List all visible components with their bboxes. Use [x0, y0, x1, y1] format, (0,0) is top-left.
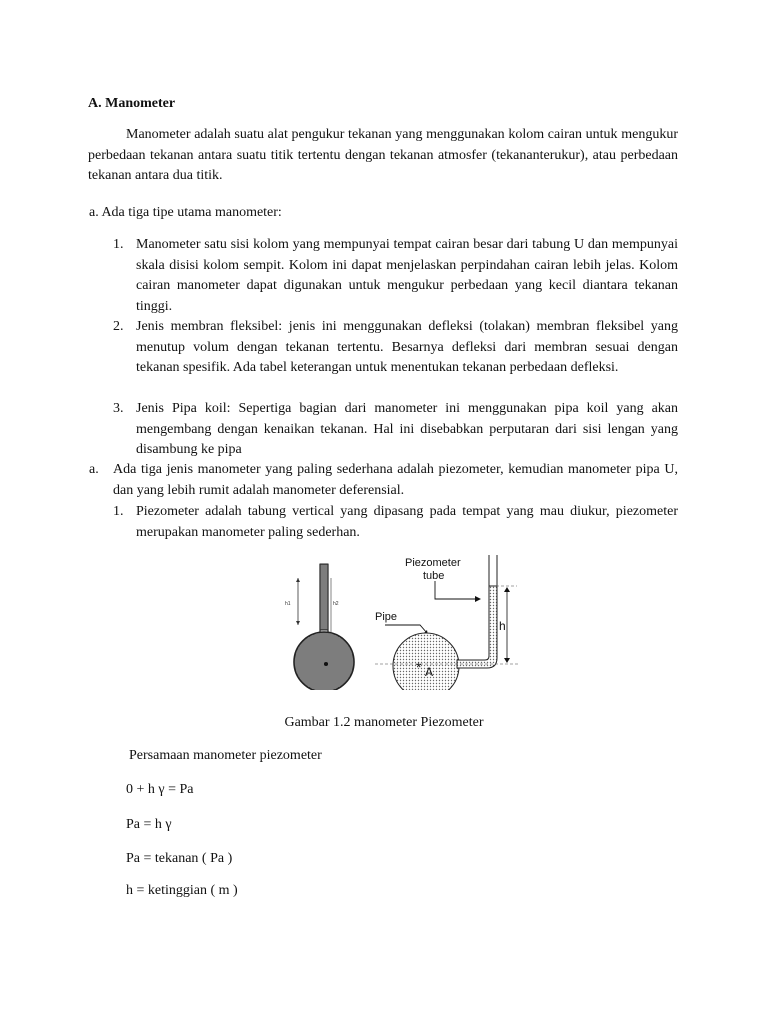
intro-paragraph: Manometer adalah suatu alat pengukur tekanan yang menggunakan kolom cairan untuk mengukur perbedaan tekanan antara suatu titik tertentu dengan tekanan atmosfer (tekananterukur), atau perbedaan tekanan antara dua titik.	[88, 127, 678, 183]
piezometer-figure	[285, 550, 520, 690]
point-a-label: A	[425, 665, 434, 679]
list-number: 1.	[113, 504, 124, 519]
list-item-text: Piezometer adalah tabung vertical yang dipasang pada tempat yang mau diukur, piezometer merupakan manometer paling sederhan.	[136, 504, 678, 540]
equation-line: Pa = h γ	[126, 817, 172, 832]
list-number: 3.	[113, 401, 124, 416]
list-number: 1.	[113, 237, 124, 252]
list-marker: a.	[89, 462, 99, 477]
equation-line: h = ketinggian ( m )	[126, 883, 238, 898]
list-a-label: a. Ada tiga tipe utama manometer:	[89, 205, 282, 220]
tube-label: tube	[423, 570, 445, 582]
paragraph-text: Ada tiga jenis manometer yang paling sederhana adalah piezometer, kemudian manometer pipa U, dan yang lebih rumit adalah manometer deferensial.	[113, 462, 678, 498]
equation-line: 0 + h γ = Pa	[126, 782, 194, 797]
h-label: h	[499, 619, 506, 633]
equation-line: Pa = tekanan ( Pa )	[126, 851, 233, 866]
figure-caption: Gambar 1.2 manometer Piezometer	[284, 715, 484, 730]
list-item-text: Jenis membran fleksibel: jenis ini menggunakan defleksi (tolakan) membran fleksibel yang menutup volum dengan tekanan tertentu. Besarnya defleksi dari membran sesuai dengan tekanan spesifik. Ada tabel keterangan untuk menentukan tekanan perbedaan defleksi.	[136, 319, 678, 375]
piezometer-label: Piezometer	[405, 557, 461, 569]
equation-title: Persamaan manometer piezometer	[129, 748, 322, 763]
svg-text:*: *	[416, 659, 422, 675]
pipe-label: Pipe	[375, 611, 398, 623]
section-heading: A. Manometer	[88, 96, 176, 111]
left-piezometer-diagram	[285, 564, 354, 690]
list-number: 2.	[113, 319, 124, 334]
right-piezometer-diagram	[375, 555, 520, 690]
list-item-text: Jenis Pipa koil: Sepertiga bagian dari manometer ini menggunakan pipa koil yang akan mengembang dengan kenaikan tekanan. Hal ini disebabkan perputaran dari sisi lengan yang disambung ke pipa	[136, 401, 678, 457]
h2-label: h2	[333, 601, 339, 607]
list-item-text: Manometer satu sisi kolom yang mempunyai tempat cairan besar dari tabung U dan mempunyai skala disisi kolom sempit. Kolom ini dapat menjelaskan perpindahan cairan lebih jelas. Kolom cairan manometer dapat digunakan untuk mengukur perbedaan yang kecil diantara tekanan tinggi.	[136, 237, 678, 314]
h1-label: h1	[285, 601, 291, 607]
